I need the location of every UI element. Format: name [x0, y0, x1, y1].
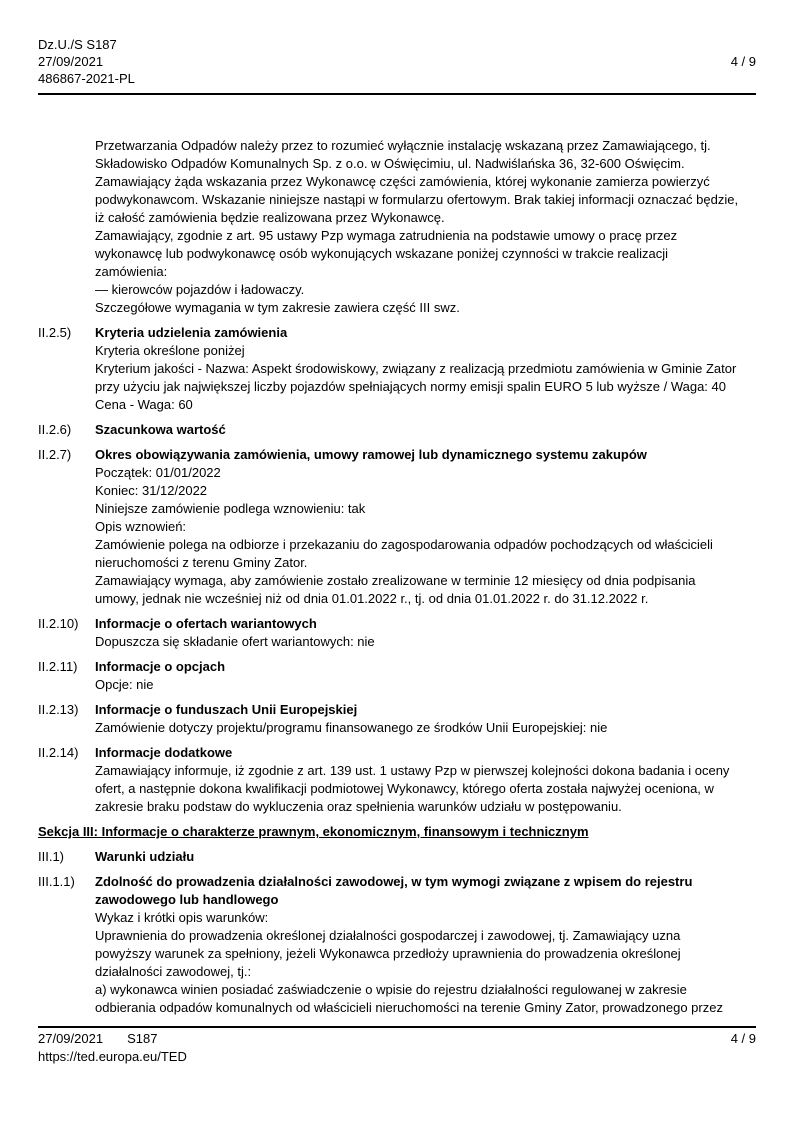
body-line: zamówienia:: [95, 264, 168, 279]
document-body: [38, 137, 756, 1017]
header-page-indicator: 4 / 9: [730, 54, 756, 69]
body-line: Kryterium jakości - Nazwa: Aspekt środowiskowy, związany z realizacją przedmiotu zamówienia w Gminie Zator: [95, 361, 737, 376]
section-number: II.2.5): [38, 325, 72, 340]
body-line: Wykaz i krótki opis warunków:: [95, 910, 269, 925]
section-number: II.2.7): [38, 447, 72, 462]
section-heading: Informacje dodatkowe: [95, 745, 233, 760]
body-line: przy użyciu jak największej liczby pojazdów spełniających normy emisji spalin EURO 5 lub wyższe / Waga: 40: [95, 379, 726, 394]
chapter-heading: Sekcja III: Informacje o charakterze prawnym, ekonomicznym, finansowym i technicznym: [38, 824, 589, 839]
section-content: [95, 658, 756, 694]
section-number: II.2.6): [38, 422, 72, 437]
body-line: Cena - Waga: 60: [95, 397, 193, 412]
section-row: [38, 137, 756, 317]
section-heading: Szacunkowa wartość: [95, 422, 226, 437]
section-heading: Kryteria udzielenia zamówienia: [95, 325, 288, 340]
body-line: zakresie braku podstaw do wykluczenia oraz spełnienia warunków udziału w postępowaniu.: [95, 799, 622, 814]
section-number: [38, 137, 95, 317]
body-line: Dopuszcza się składanie ofert wariantowych: nie: [95, 634, 375, 649]
body-line: Składowisko Odpadów Komunalnych Sp. z o.o. w Oświęcimiu, ul. Nadwiślańska 36, 32-600 Oświęcim.: [95, 156, 685, 171]
body-line: a) wykonawca winien posiadać zaświadczenie o wpisie do rejestru działalności regulowanej w zakresie: [95, 982, 687, 997]
section-content: [95, 446, 756, 608]
section-row: [38, 446, 756, 608]
body-line: Koniec: 31/12/2022: [95, 483, 208, 498]
body-line: — kierowców pojazdów i ładowaczy.: [95, 282, 305, 297]
section-content: [95, 421, 756, 439]
section-number: II.2.10): [38, 616, 79, 631]
section-row: [38, 744, 756, 816]
body-line: wykonawcę lub podwykonawcę osób wykonujących wskazane poniżej czynności w trakcie realizacji: [95, 246, 668, 261]
footer-divider: [38, 1026, 756, 1028]
section-content: [95, 324, 756, 414]
section-content: [95, 873, 756, 1017]
section-row: [38, 421, 756, 439]
section-row: [38, 848, 756, 866]
body-line: powyższy warunek za spełniony, jeżeli Wykonawca przedłoży uprawnienia do prowadzenia określonej: [95, 946, 681, 961]
body-line: umowy, jednak nie wcześniej niż od dnia 01.01.2022 r., tj. od dnia 01.01.2022 r. do 31.12.2022 r.: [95, 591, 649, 606]
body-line: ofert, a następnie dokona kwalifikacji podmiotowej Wykonawcy, którego oferta została najwyżej oceniona, w: [95, 781, 714, 796]
section-row: [38, 658, 756, 694]
page-footer: [38, 1030, 756, 1066]
section-number: III.1): [38, 849, 65, 864]
section-number: III.1.1): [38, 874, 75, 889]
header-divider: [38, 93, 756, 95]
header-date: 27/09/2021: [38, 54, 104, 69]
section-number: II.2.13): [38, 702, 79, 717]
page-header: [38, 36, 756, 87]
body-line: iż całość zamówienia będzie realizowana przez Wykonawcę.: [95, 210, 445, 225]
body-line: Zamawiający wymaga, aby zamówienie zostało zrealizowane w terminie 12 miesięcy od dnia podpisania: [95, 573, 696, 588]
section-row: [38, 324, 756, 414]
body-line: Opis wznowień:: [95, 519, 187, 534]
footer-url-link[interactable]: https://ted.europa.eu/TED: [38, 1049, 187, 1064]
body-line: Zamawiający żąda wskazania przez Wykonawcę części zamówienia, której wykonanie zamierza powierzyć: [95, 174, 710, 189]
body-line: Zamawiający, zgodnie z art. 95 ustawy Pzp wymaga zatrudnienia na podstawie umowy o pracę przez: [95, 228, 678, 243]
section-content: [95, 744, 756, 816]
section-row: [38, 615, 756, 651]
body-line: Opcje: nie: [95, 677, 154, 692]
body-line: działalności zawodowej, tj.:: [95, 964, 252, 979]
footer-series: S187: [127, 1031, 158, 1046]
section-row: [38, 873, 756, 1017]
section-heading: Zdolność do prowadzenia działalności zawodowej, w tym wymogi związane z wpisem do rejestru zawodowego lub handlowego: [95, 874, 693, 907]
body-line: Przetwarzania Odpadów należy przez to rozumieć wyłącznie instalację wskazaną przez Zamawiającego, tj.: [95, 138, 711, 153]
section-number: II.2.14): [38, 745, 79, 760]
section-heading: Warunki udziału: [95, 849, 195, 864]
section-heading: Informacje o funduszach Unii Europejskiej: [95, 702, 358, 717]
section-heading: Okres obowiązywania zamówienia, umowy ramowej lub dynamicznego systemu zakupów: [95, 447, 647, 462]
section-content: [95, 701, 756, 737]
body-line: Kryteria określone poniżej: [95, 343, 245, 358]
body-line: odbierania odpadów komunalnych od właścicieli nieruchomości na terenie Gminy Zator, prowadzonego przez: [95, 1000, 723, 1015]
body-line: Niniejsze zamówienie podlega wznowieniu: tak: [95, 501, 366, 516]
body-line: podwykonawcom. Wskazanie niniejsze nastąpi w formularzu ofertowym. Brak takiej informacji oznaczać będzie,: [95, 192, 739, 207]
body-line: nieruchomości z terenu Gminy Zator.: [95, 555, 308, 570]
body-line: Zamówienie dotyczy projektu/programu finansowanego ze środków Unii Europejskiej: nie: [95, 720, 608, 735]
body-line: Zamówienie polega na odbiorze i przekazaniu do zagospodarowania odpadów pochodzących od właścicieli: [95, 537, 713, 552]
section-content: [95, 615, 756, 651]
section-row: [38, 701, 756, 737]
body-line: Początek: 01/01/2022: [95, 465, 221, 480]
section-heading: Informacje o ofertach wariantowych: [95, 616, 317, 631]
section-heading: Informacje o opcjach: [95, 659, 226, 674]
section-number: II.2.11): [38, 659, 78, 674]
section-content: [95, 848, 756, 866]
footer-page-indicator: 4 / 9: [730, 1031, 756, 1046]
footer-date: 27/09/2021: [38, 1031, 104, 1046]
body-line: Zamawiający informuje, iż zgodnie z art. 139 ust. 1 ustawy Pzp w pierwszej kolejności dokona badania i oceny: [95, 763, 730, 778]
body-line: Szczegółowe wymagania w tym zakresie zawiera część III swz.: [95, 300, 460, 315]
header-notice-id: 486867-2021-PL: [38, 71, 135, 86]
body-line: Uprawnienia do prowadzenia określonej działalności gospodarczej i zawodowej, tj. Zamawiający uzna: [95, 928, 681, 943]
header-doc-ref: Dz.U./S S187: [38, 37, 117, 52]
section-content: [95, 137, 756, 317]
